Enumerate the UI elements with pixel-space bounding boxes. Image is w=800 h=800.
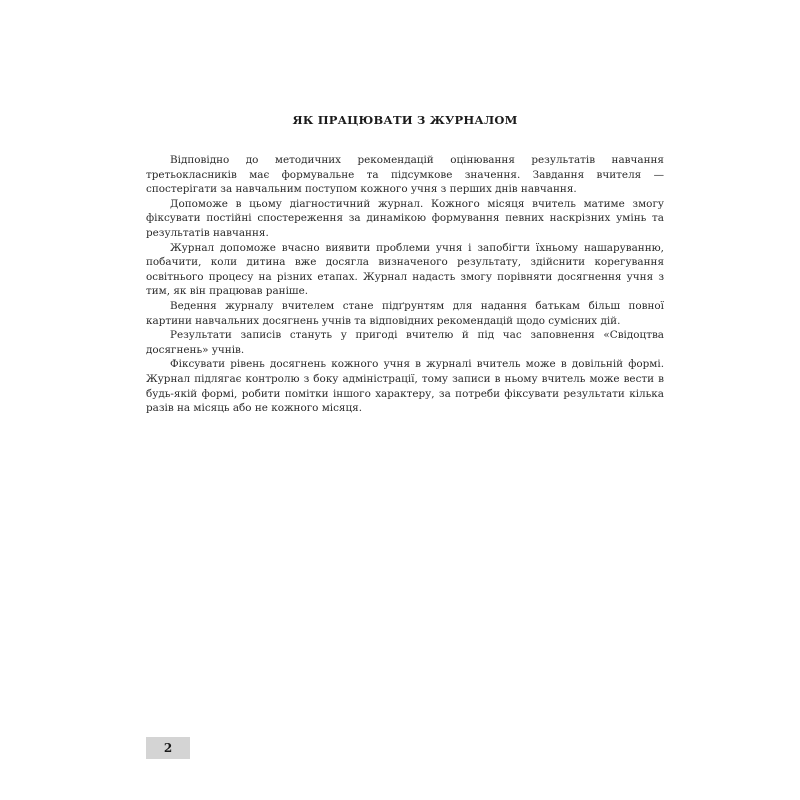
paragraph-6: Фіксувати рівень досягнень кожного учня в журналі вчитель може в довільній формі. Журнал підлягає контролю з боку адміністрації, тому записи в ньому вчитель може вести в будь-якій формі, робити помітки іншого характеру, за потреби фіксувати результати кілька разів на місяць або не кожного місяця. <box>146 358 664 415</box>
paragraph-2: Допоможе в цьому діагностичний журнал. Кожного місяця вчитель матиме змогу фіксувати постійні спостереження за динамікою формування певних наскрізних умінь та результатів навчання. <box>146 197 664 239</box>
paragraph-3: Журнал допоможе вчасно виявити проблеми учня і запобігти їхньому нашаруванню, побачити, коли дитина вже досягла визначеного результату, здійснити корегування освітнього процесу на різних етапах. Журнал надасть змогу порівняти досягнення учня з тим, як він працював раніше. <box>146 241 664 298</box>
paragraph-5: Результати записів стануть у пригоді вчителю й під час заповнення «Свідоцтва досягнень» учнів. <box>146 329 664 356</box>
page-number-box <box>146 737 190 759</box>
paragraph-1: Відповідно до методичних рекомендацій оцінювання результатів навчання третьокласників має формувальне та підсумкове значення. Завдання вчителя — спостерігати за навчальним поступом кожного учня з перших днів навчання. <box>146 154 664 196</box>
page-title: ЯК ПРАЦЮВАТИ З ЖУРНАЛОМ <box>292 113 518 127</box>
body-text <box>146 153 664 416</box>
paragraph-4: Ведення журналу вчителем стане підґрунтям для надання батькам більш повної картини навчальних досягнень учнів та відповідних рекомендацій щодо сумісних дій. <box>146 299 664 327</box>
page-number: 2 <box>163 741 173 755</box>
